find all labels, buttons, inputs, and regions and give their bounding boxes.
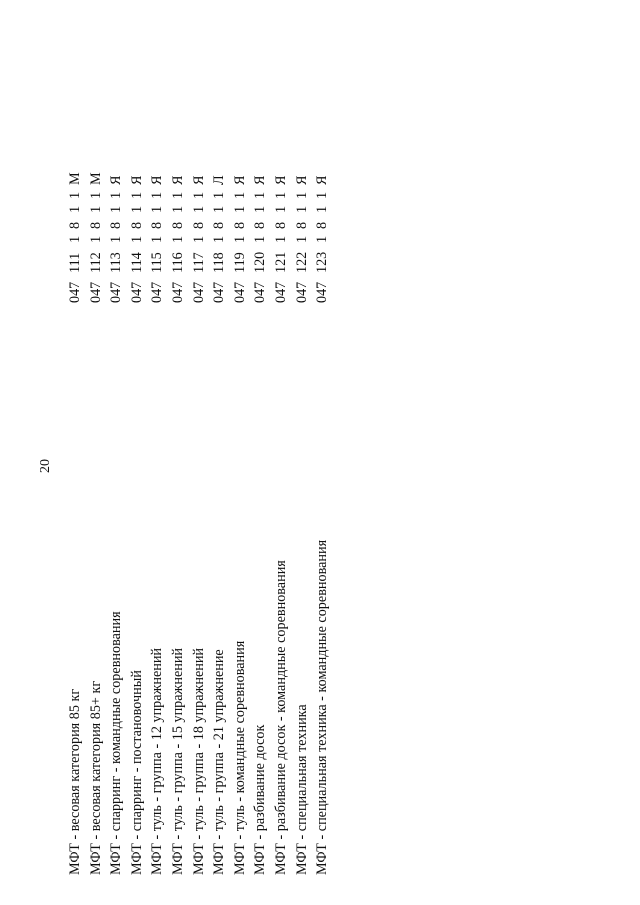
code-sport: 047 — [87, 281, 104, 303]
code-c: 1 — [128, 205, 145, 213]
code-number: 119 — [231, 252, 248, 273]
code-c: 1 — [314, 205, 331, 213]
code-a: 1 — [108, 235, 125, 243]
code-letter: Я — [169, 175, 186, 185]
table-row — [312, 75, 333, 875]
discipline-name: МФТ - туль - группа - 21 упражнение — [211, 649, 228, 875]
code-a: 1 — [190, 235, 207, 243]
discipline-code — [209, 171, 230, 303]
discipline-name: МФТ - весовая категория 85+ кг — [87, 680, 104, 875]
code-d: 1 — [231, 191, 248, 199]
discipline-name: МФТ - спарринг - командные соревнования — [108, 611, 125, 875]
code-number: 111 — [67, 252, 83, 273]
discipline-name: МФТ - спарринг - постановочный — [128, 670, 145, 875]
code-b: 8 — [108, 221, 125, 229]
discipline-name: МФТ - разбивание досок — [252, 724, 269, 875]
code-letter: Я — [149, 175, 166, 185]
code-letter: Я — [272, 175, 289, 185]
code-letter: Я — [314, 175, 331, 185]
code-d: 1 — [190, 191, 207, 199]
code-sport: 047 — [67, 281, 83, 303]
table-row — [168, 75, 189, 875]
table-row — [292, 75, 313, 875]
code-a: 1 — [67, 235, 83, 243]
code-sport: 047 — [108, 281, 125, 303]
code-a: 1 — [293, 235, 310, 243]
code-sport: 047 — [314, 281, 331, 303]
discipline-name: МФТ - разбивание досок - командные соревнования — [272, 560, 289, 875]
code-d: 1 — [272, 191, 289, 199]
code-b: 8 — [211, 221, 228, 229]
code-number: 118 — [211, 252, 228, 273]
code-a: 1 — [149, 235, 166, 243]
code-a: 1 — [128, 235, 145, 243]
code-b: 8 — [272, 221, 289, 229]
discipline-code — [250, 171, 271, 303]
code-letter: М — [67, 172, 83, 185]
discipline-code — [106, 171, 127, 303]
code-a: 1 — [231, 235, 248, 243]
code-d: 1 — [87, 191, 104, 199]
discipline-name: МФТ - туль - командные соревнования — [231, 640, 248, 875]
code-number: 113 — [108, 252, 125, 273]
code-letter: Я — [128, 175, 145, 185]
discipline-code — [189, 171, 210, 303]
code-number: 114 — [128, 252, 145, 273]
code-sport: 047 — [211, 281, 228, 303]
code-letter: Л — [211, 175, 228, 185]
code-letter: Я — [231, 175, 248, 185]
table-row — [86, 75, 107, 875]
code-c: 1 — [67, 205, 83, 213]
code-number: 120 — [252, 251, 269, 273]
code-a: 1 — [87, 235, 104, 243]
code-a: 1 — [211, 235, 228, 243]
page-number: 20 — [38, 459, 53, 473]
table-row — [147, 75, 168, 875]
code-b: 8 — [87, 221, 104, 229]
table-row — [209, 75, 230, 875]
table-row — [189, 75, 210, 875]
table-row — [271, 75, 292, 875]
code-c: 1 — [211, 205, 228, 213]
code-number: 112 — [87, 252, 104, 273]
code-b: 8 — [314, 221, 331, 229]
code-letter: Я — [108, 175, 125, 185]
discipline-name: МФТ - специальная техника — [293, 704, 310, 875]
code-number: 117 — [190, 252, 207, 273]
table-row — [65, 75, 86, 875]
code-letter: М — [87, 172, 104, 185]
discipline-name: МФТ - специальная техника - командные соревнования — [314, 539, 331, 875]
code-sport: 047 — [231, 281, 248, 303]
code-c: 1 — [149, 205, 166, 213]
discipline-name: МФТ - туль - группа - 15 упражнений — [169, 647, 186, 875]
code-a: 1 — [272, 235, 289, 243]
code-d: 1 — [67, 191, 83, 199]
code-d: 1 — [293, 191, 310, 199]
code-sport: 047 — [272, 281, 289, 303]
code-b: 8 — [128, 221, 145, 229]
code-letter: Я — [252, 175, 269, 185]
discipline-name: МФТ - весовая категория 85 кг — [67, 688, 83, 875]
code-d: 1 — [128, 191, 145, 199]
table-row — [230, 75, 251, 875]
code-c: 1 — [272, 205, 289, 213]
code-b: 8 — [190, 221, 207, 229]
discipline-code — [168, 171, 189, 303]
code-a: 1 — [252, 235, 269, 243]
table-row — [250, 75, 271, 875]
code-c: 1 — [293, 205, 310, 213]
code-c: 1 — [169, 205, 186, 213]
code-b: 8 — [149, 221, 166, 229]
code-letter: Я — [293, 175, 310, 185]
discipline-code — [292, 171, 313, 303]
discipline-code — [65, 171, 86, 303]
code-a: 1 — [314, 235, 331, 243]
table-row — [106, 75, 127, 875]
code-letter: Я — [190, 175, 207, 185]
code-number: 121 — [272, 251, 289, 273]
code-sport: 047 — [169, 281, 186, 303]
code-b: 8 — [252, 221, 269, 229]
table-row — [127, 75, 148, 875]
code-d: 1 — [149, 191, 166, 199]
discipline-code — [86, 171, 107, 303]
discipline-name: МФТ - туль - группа - 18 упражнений — [190, 647, 207, 875]
code-sport: 047 — [293, 281, 310, 303]
code-c: 1 — [252, 205, 269, 213]
code-sport: 047 — [252, 281, 269, 303]
code-c: 1 — [87, 205, 104, 213]
code-number: 123 — [314, 251, 331, 273]
code-sport: 047 — [149, 281, 166, 303]
code-d: 1 — [169, 191, 186, 199]
code-number: 115 — [149, 252, 166, 273]
code-b: 8 — [293, 221, 310, 229]
code-sport: 047 — [128, 281, 145, 303]
discipline-name: МФТ - туль - группа - 12 упражнений — [149, 647, 166, 875]
code-b: 8 — [231, 221, 248, 229]
discipline-code — [127, 171, 148, 303]
discipline-table — [65, 75, 333, 875]
code-number: 116 — [169, 252, 186, 273]
code-d: 1 — [314, 191, 331, 199]
discipline-code — [271, 171, 292, 303]
code-number: 122 — [293, 251, 310, 273]
code-d: 1 — [252, 191, 269, 199]
code-b: 8 — [169, 221, 186, 229]
code-b: 8 — [67, 221, 83, 229]
code-a: 1 — [169, 235, 186, 243]
code-d: 1 — [211, 191, 228, 199]
discipline-code — [230, 171, 251, 303]
code-c: 1 — [108, 205, 125, 213]
code-d: 1 — [108, 191, 125, 199]
discipline-code — [312, 171, 333, 303]
code-c: 1 — [231, 205, 248, 213]
discipline-code — [147, 171, 168, 303]
code-c: 1 — [190, 205, 207, 213]
code-sport: 047 — [190, 281, 207, 303]
